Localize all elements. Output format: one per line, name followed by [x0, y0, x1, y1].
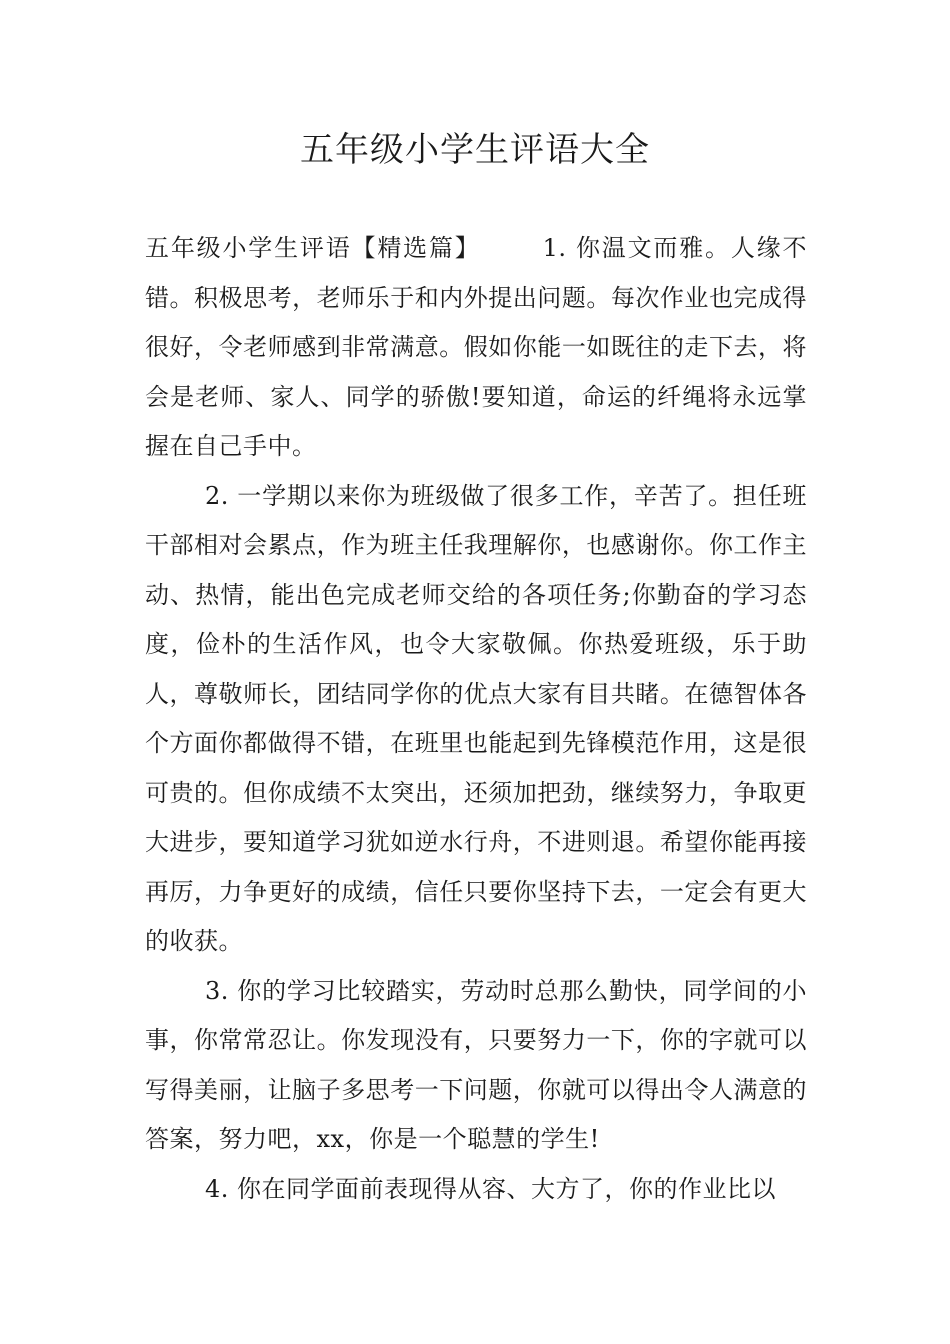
document-title: 五年级小学生评语大全	[300, 130, 650, 170]
paragraph-1	[145, 224, 807, 472]
document-body	[145, 224, 807, 1214]
intro-heading: 五年级小学生评语【精选篇】	[145, 234, 481, 262]
paragraph-4: 4. 你在同学面前表现得从容、大方了，你的作业比以	[205, 1174, 777, 1203]
paragraph-2: 2. 一学期以来你为班级做了很多工作，辛苦了。担任班干部相对会累点，作为班主任我理解你，也感谢你。你工作主动、热情，能出色完成老师交给的各项任务;你勤奋的学习态度，俭朴的生活作风，也令大家敬佩。你热爱班级，乐于助人，尊敬师长，团结同学你的优点大家有目共睹。在德智体各个方面你都做得不错，在班里也能起到先锋模范作用，这是很可贵的。但你成绩不太突出，还须加把劲，继续努力，争取更大进步，要知道学习犹如逆水行舟，不进则退。希望你能再接再厉，力争更好的成绩，信任只要你坚持下去，一定会有更大的收获。	[145, 481, 807, 955]
paragraph-3: 3. 你的学习比较踏实，劳动时总那么勤快，同学间的小事，你常常忍让。你发现没有，只要努力一下，你的字就可以写得美丽，让脑子多思考一下问题，你就可以得出令人满意的答案，努力吧，xx，你是一个聪慧的学生!	[145, 976, 807, 1153]
paragraph-1-text: 1. 你温文而雅。人缘不错。积极思考，老师乐于和内外提出问题。每次作业也完成得很好，令老师感到非常满意。假如你能一如既往的走下去，将会是老师、家人、同学的骄傲!要知道，命运的纤绳将永远掌握在自己手中。	[145, 234, 808, 460]
